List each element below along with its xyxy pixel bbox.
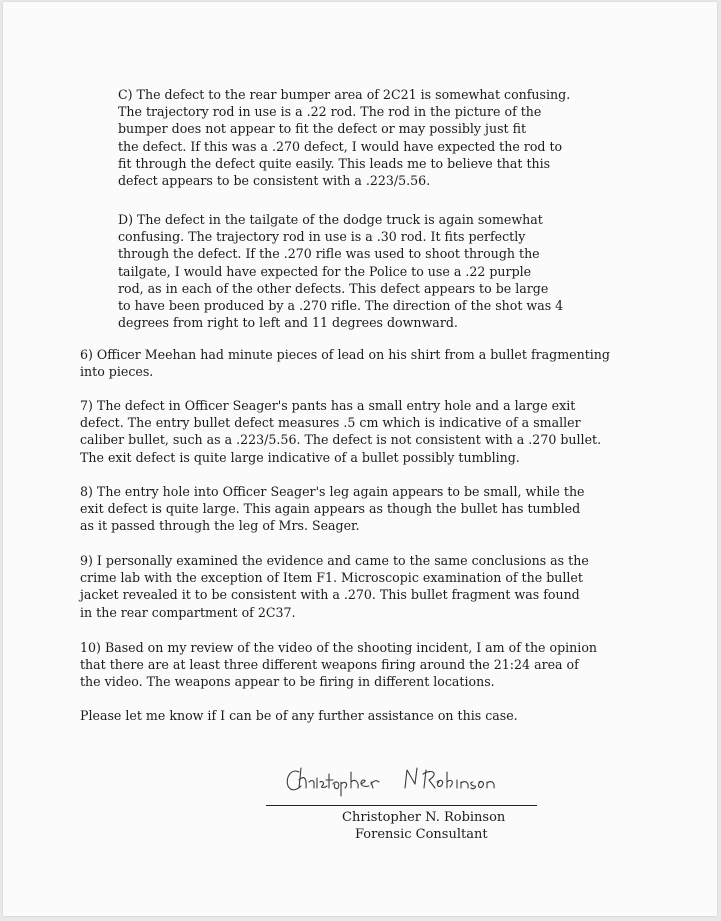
text-line: the video. The weapons appear to be firing in different locations.	[80, 674, 495, 690]
text-line: bumper does not appear to fit the defect or may possibly just fit	[118, 121, 527, 137]
text-line: rod, as in each of the other defects. This defect appears to be large	[118, 280, 549, 296]
signature-line	[266, 805, 537, 806]
text-line: defect appears to be consistent with a .223/5.56.	[118, 173, 431, 189]
paragraph-9	[80, 552, 589, 621]
text-line: into pieces.	[80, 364, 154, 380]
text-line: 8) The entry hole into Officer Seager's leg again appears to be small, while the	[80, 484, 585, 499]
paragraph-7	[80, 397, 601, 466]
signer-name: Christopher N. Robinson	[342, 810, 506, 825]
text-line: D) The defect in the tailgate of the dodge truck is again somewhat	[118, 212, 543, 227]
text-line: degrees from right to left and 11 degrees downward.	[118, 315, 458, 331]
text-line: 9) I personally examined the evidence and came to the same conclusions as the	[80, 553, 589, 568]
text-line: defect. The entry bullet defect measures .5 cm which is indicative of a smaller	[80, 415, 581, 431]
signer-title: Forensic Consultant	[355, 827, 488, 842]
text-line: tailgate, I would have expected for the Police to use a .22 purple	[118, 263, 532, 279]
closing-sentence	[80, 707, 518, 724]
text-line: that there are at least three different weapons firing around the 21:24 area of	[80, 657, 579, 673]
text-line: fit through the defect quite easily. This leads me to believe that this	[118, 155, 551, 171]
text-line: to have been produced by a .270 rifle. The direction of the shot was 4	[118, 298, 564, 314]
text-line: Please let me know if I can be of any further assistance on this case.	[80, 708, 518, 723]
text-line: The exit defect is quite large indicative of a bullet possibly tumbling.	[80, 449, 520, 465]
text-line: confusing. The trajectory rod in use is a .30 rod. It fits perfectly	[118, 229, 526, 245]
text-line: crime lab with the exception of Item F1. Microscopic examination of the bullet	[80, 570, 583, 586]
text-line: C) The defect to the rear bumper area of 2C21 is somewhat confusing.	[118, 87, 571, 102]
paragraph-8	[80, 483, 585, 535]
paragraph-c	[118, 86, 570, 189]
paragraph-d	[118, 211, 563, 331]
paragraph-6	[80, 346, 610, 380]
text-line: the defect. If this was a .270 defect, I would have expected the rod to	[118, 138, 563, 154]
text-line: as it passed through the leg of Mrs. Seager.	[80, 518, 360, 534]
paragraph-10	[80, 639, 597, 691]
text-line: 7) The defect in Officer Seager's pants has a small entry hole and a large exit	[80, 398, 576, 413]
text-line: exit defect is quite large. This again appears as though the bullet has tumbled	[80, 501, 581, 517]
text-line: caliber bullet, such as a .223/5.56. The defect is not consistent with a .270 bullet.	[80, 432, 602, 448]
text-line: 10) Based on my review of the video of the shooting incident, I am of the opinion	[80, 640, 598, 655]
text-line: in the rear compartment of 2C37.	[80, 604, 296, 620]
text-line: 6) Officer Meehan had minute pieces of lead on his shirt from a bullet fragmenting	[80, 347, 610, 362]
text-line: The trajectory rod in use is a .22 rod. The rod in the picture of the	[118, 104, 542, 120]
handwritten-signature	[283, 760, 533, 802]
text-line: jacket revealed it to be consistent with a .270. This bullet fragment was found	[80, 587, 580, 603]
document-page	[3, 2, 717, 916]
text-line: through the defect. If the .270 rifle was used to shoot through the	[118, 246, 540, 262]
